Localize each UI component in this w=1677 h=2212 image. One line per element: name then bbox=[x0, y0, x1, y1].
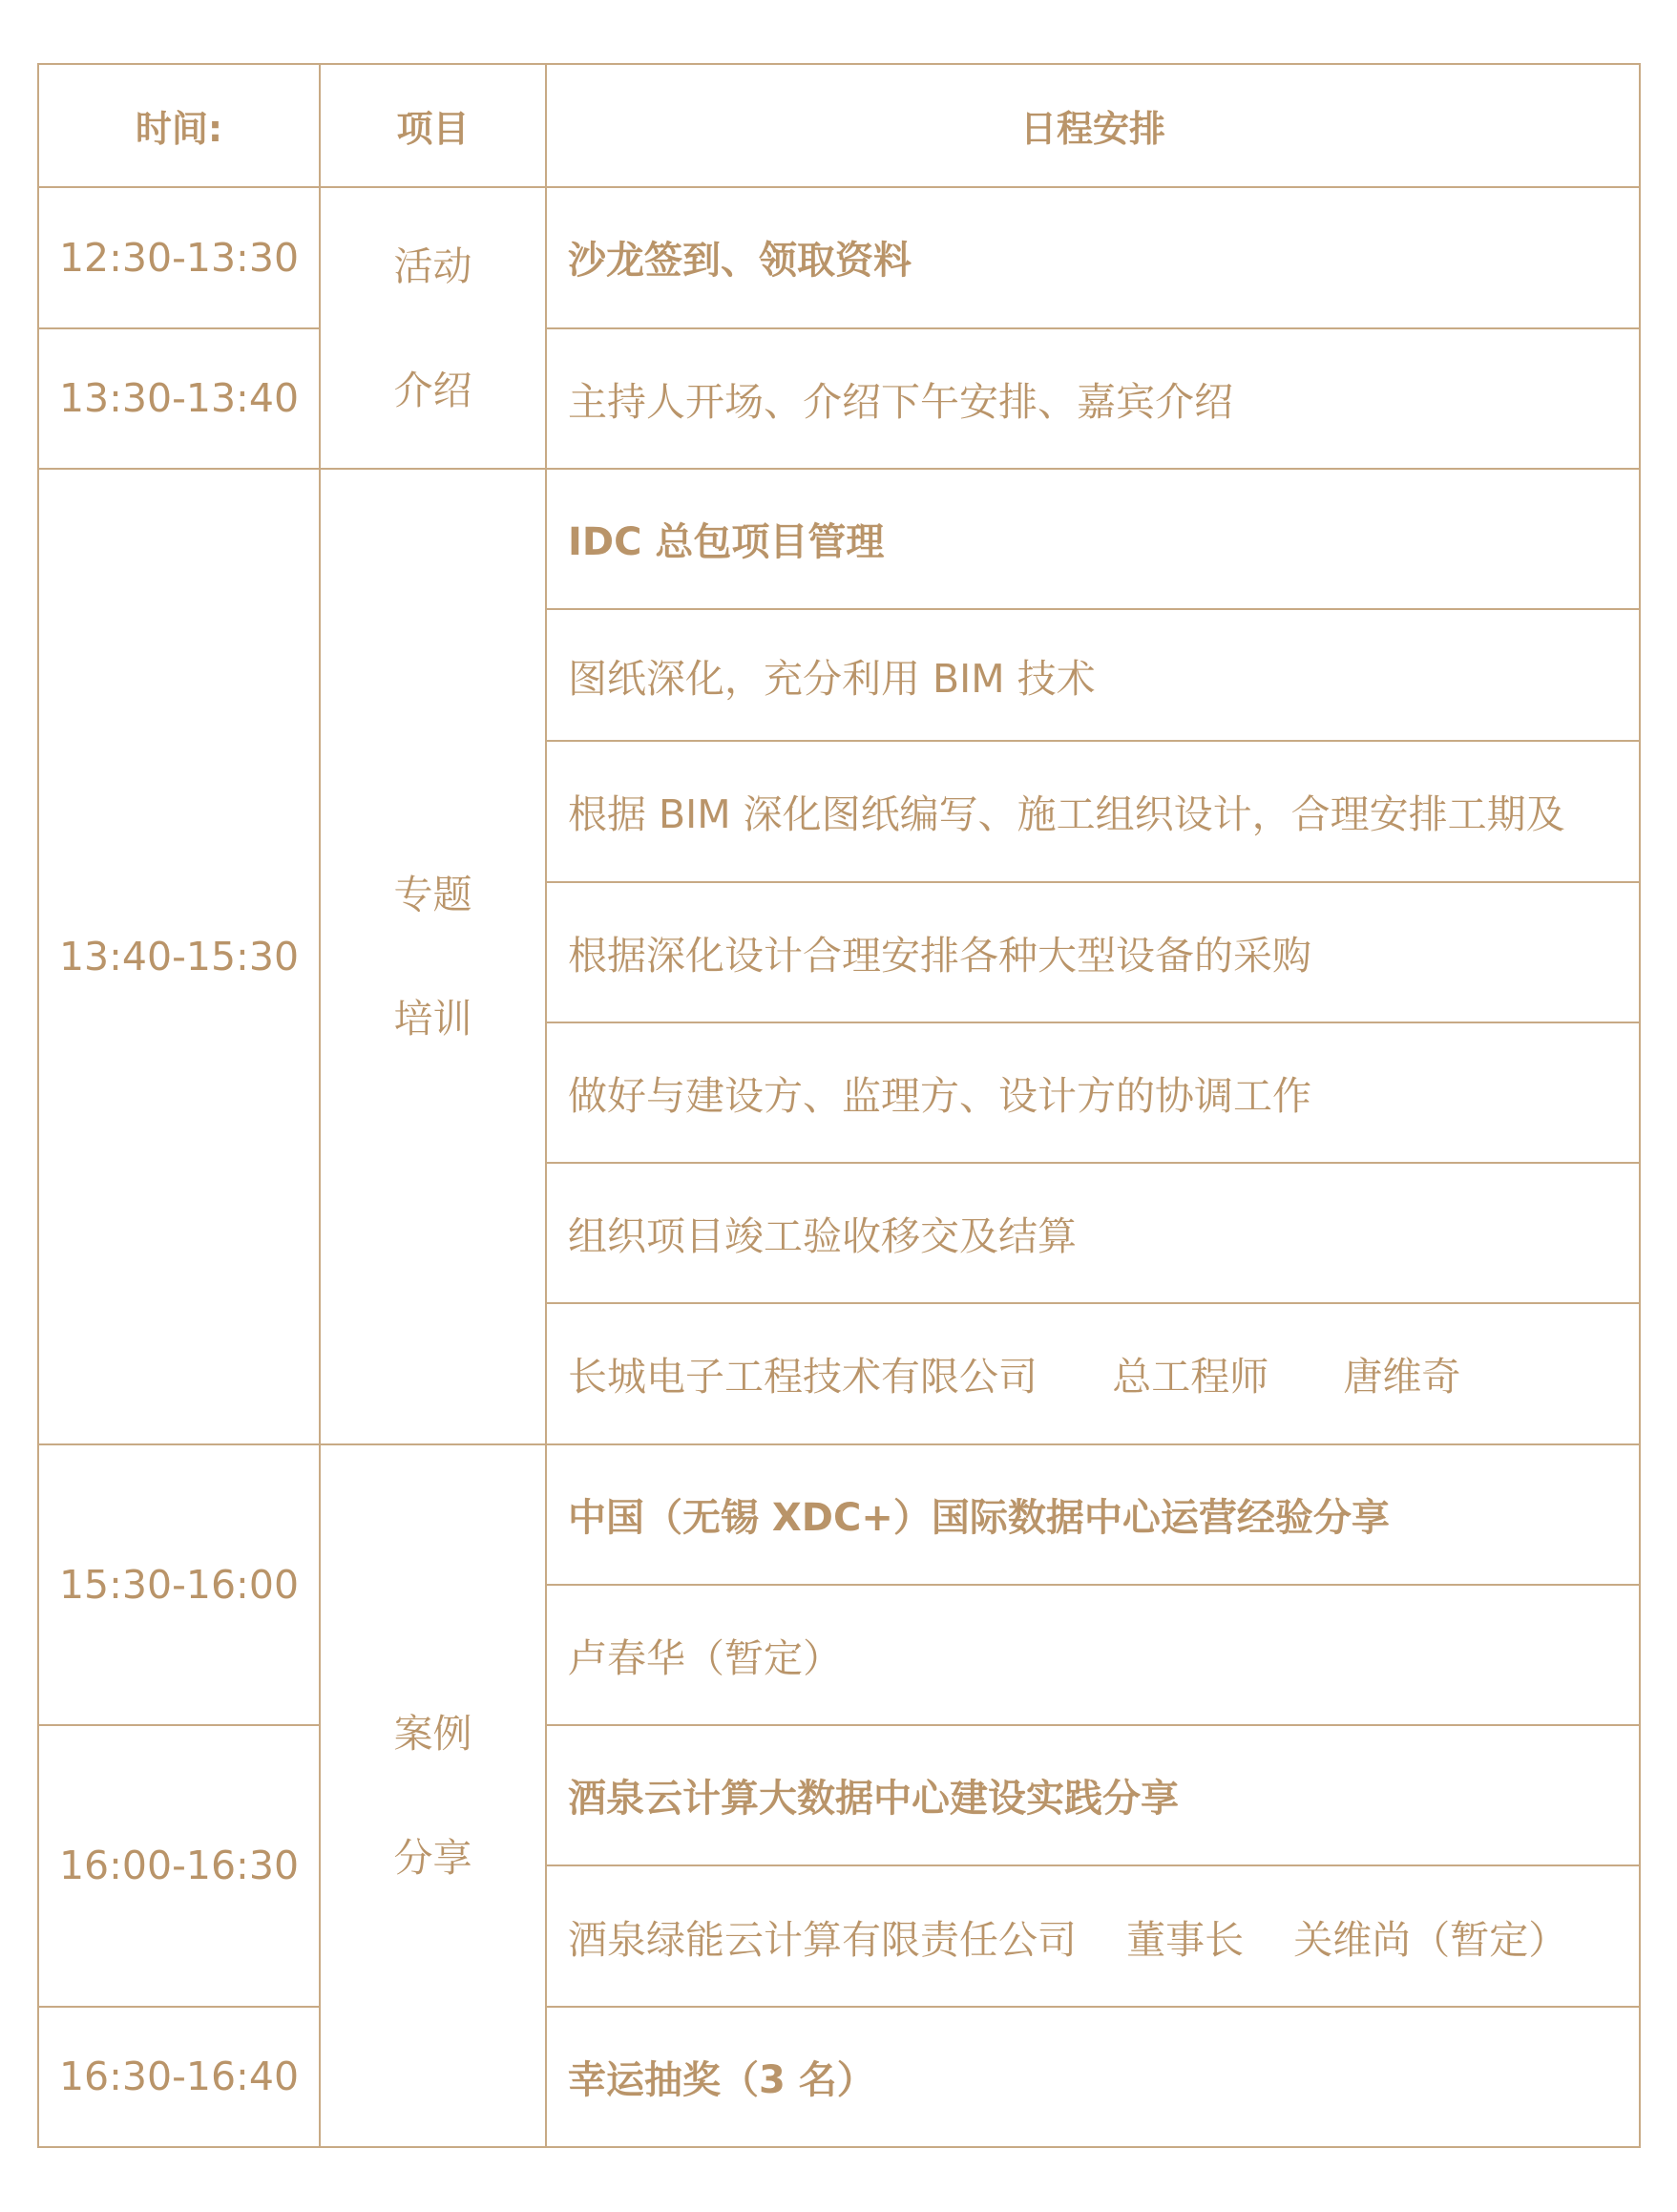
item-cell-training bbox=[320, 469, 546, 1444]
agenda-cell: 沙龙签到、领取资料 bbox=[546, 187, 1640, 327]
table-row bbox=[38, 469, 1640, 609]
schedule-table bbox=[37, 63, 1641, 2148]
header-agenda: 日程安排 bbox=[546, 64, 1640, 187]
item-cell-activity bbox=[320, 187, 546, 469]
time-cell: 15:30-16:00 bbox=[38, 1444, 320, 1726]
item-label-line2: 培训 bbox=[393, 995, 472, 1042]
time-cell: 16:30-16:40 bbox=[38, 2007, 320, 2147]
agenda-cell: 中国（无锡 XDC+）国际数据中心运营经验分享 bbox=[546, 1444, 1640, 1585]
agenda-cell: 图纸深化，充分利用 BIM 技术 bbox=[546, 609, 1640, 741]
agenda-cell: 长城电子工程技术有限公司 总工程师 唐维奇 bbox=[546, 1303, 1640, 1443]
time-cell: 12:30-13:30 bbox=[38, 187, 320, 327]
item-label-line1: 活动 bbox=[393, 242, 472, 289]
agenda-cell: 根据 BIM 深化图纸编写、施工组织设计，合理安排工期及 bbox=[546, 741, 1640, 881]
table-row bbox=[38, 1725, 1640, 1865]
agenda-cell: 卢春华（暂定） bbox=[546, 1585, 1640, 1725]
agenda-cell: 组织项目竣工验收移交及结算 bbox=[546, 1163, 1640, 1303]
header-item: 项目 bbox=[320, 64, 546, 187]
agenda-cell: 根据深化设计合理安排各种大型设备的采购 bbox=[546, 882, 1640, 1022]
table-row bbox=[38, 328, 1640, 469]
item-label-line1: 专题 bbox=[393, 871, 472, 917]
item-label-line1: 案例 bbox=[393, 1710, 472, 1757]
agenda-cell: 幸运抽奖（3 名） bbox=[546, 2007, 1640, 2147]
table-row bbox=[38, 2007, 1640, 2147]
header-time: 时间: bbox=[38, 64, 320, 187]
agenda-cell: 做好与建设方、监理方、设计方的协调工作 bbox=[546, 1022, 1640, 1163]
agenda-cell: IDC 总包项目管理 bbox=[546, 469, 1640, 609]
item-label-line2: 介绍 bbox=[393, 367, 472, 413]
table-row bbox=[38, 187, 1640, 327]
agenda-cell: 酒泉云计算大数据中心建设实践分享 bbox=[546, 1725, 1640, 1865]
time-cell: 16:00-16:30 bbox=[38, 1725, 320, 2007]
agenda-cell: 主持人开场、介绍下午安排、嘉宾介绍 bbox=[546, 328, 1640, 469]
table-row bbox=[38, 1444, 1640, 1585]
time-cell: 13:30-13:40 bbox=[38, 328, 320, 469]
item-cell-case bbox=[320, 1444, 546, 2147]
header-row bbox=[38, 64, 1640, 187]
item-label-line2: 分享 bbox=[393, 1834, 472, 1881]
agenda-cell: 酒泉绿能云计算有限责任公司 董事长 关维尚（暂定） bbox=[546, 1865, 1640, 2006]
time-cell: 13:40-15:30 bbox=[38, 469, 320, 1444]
